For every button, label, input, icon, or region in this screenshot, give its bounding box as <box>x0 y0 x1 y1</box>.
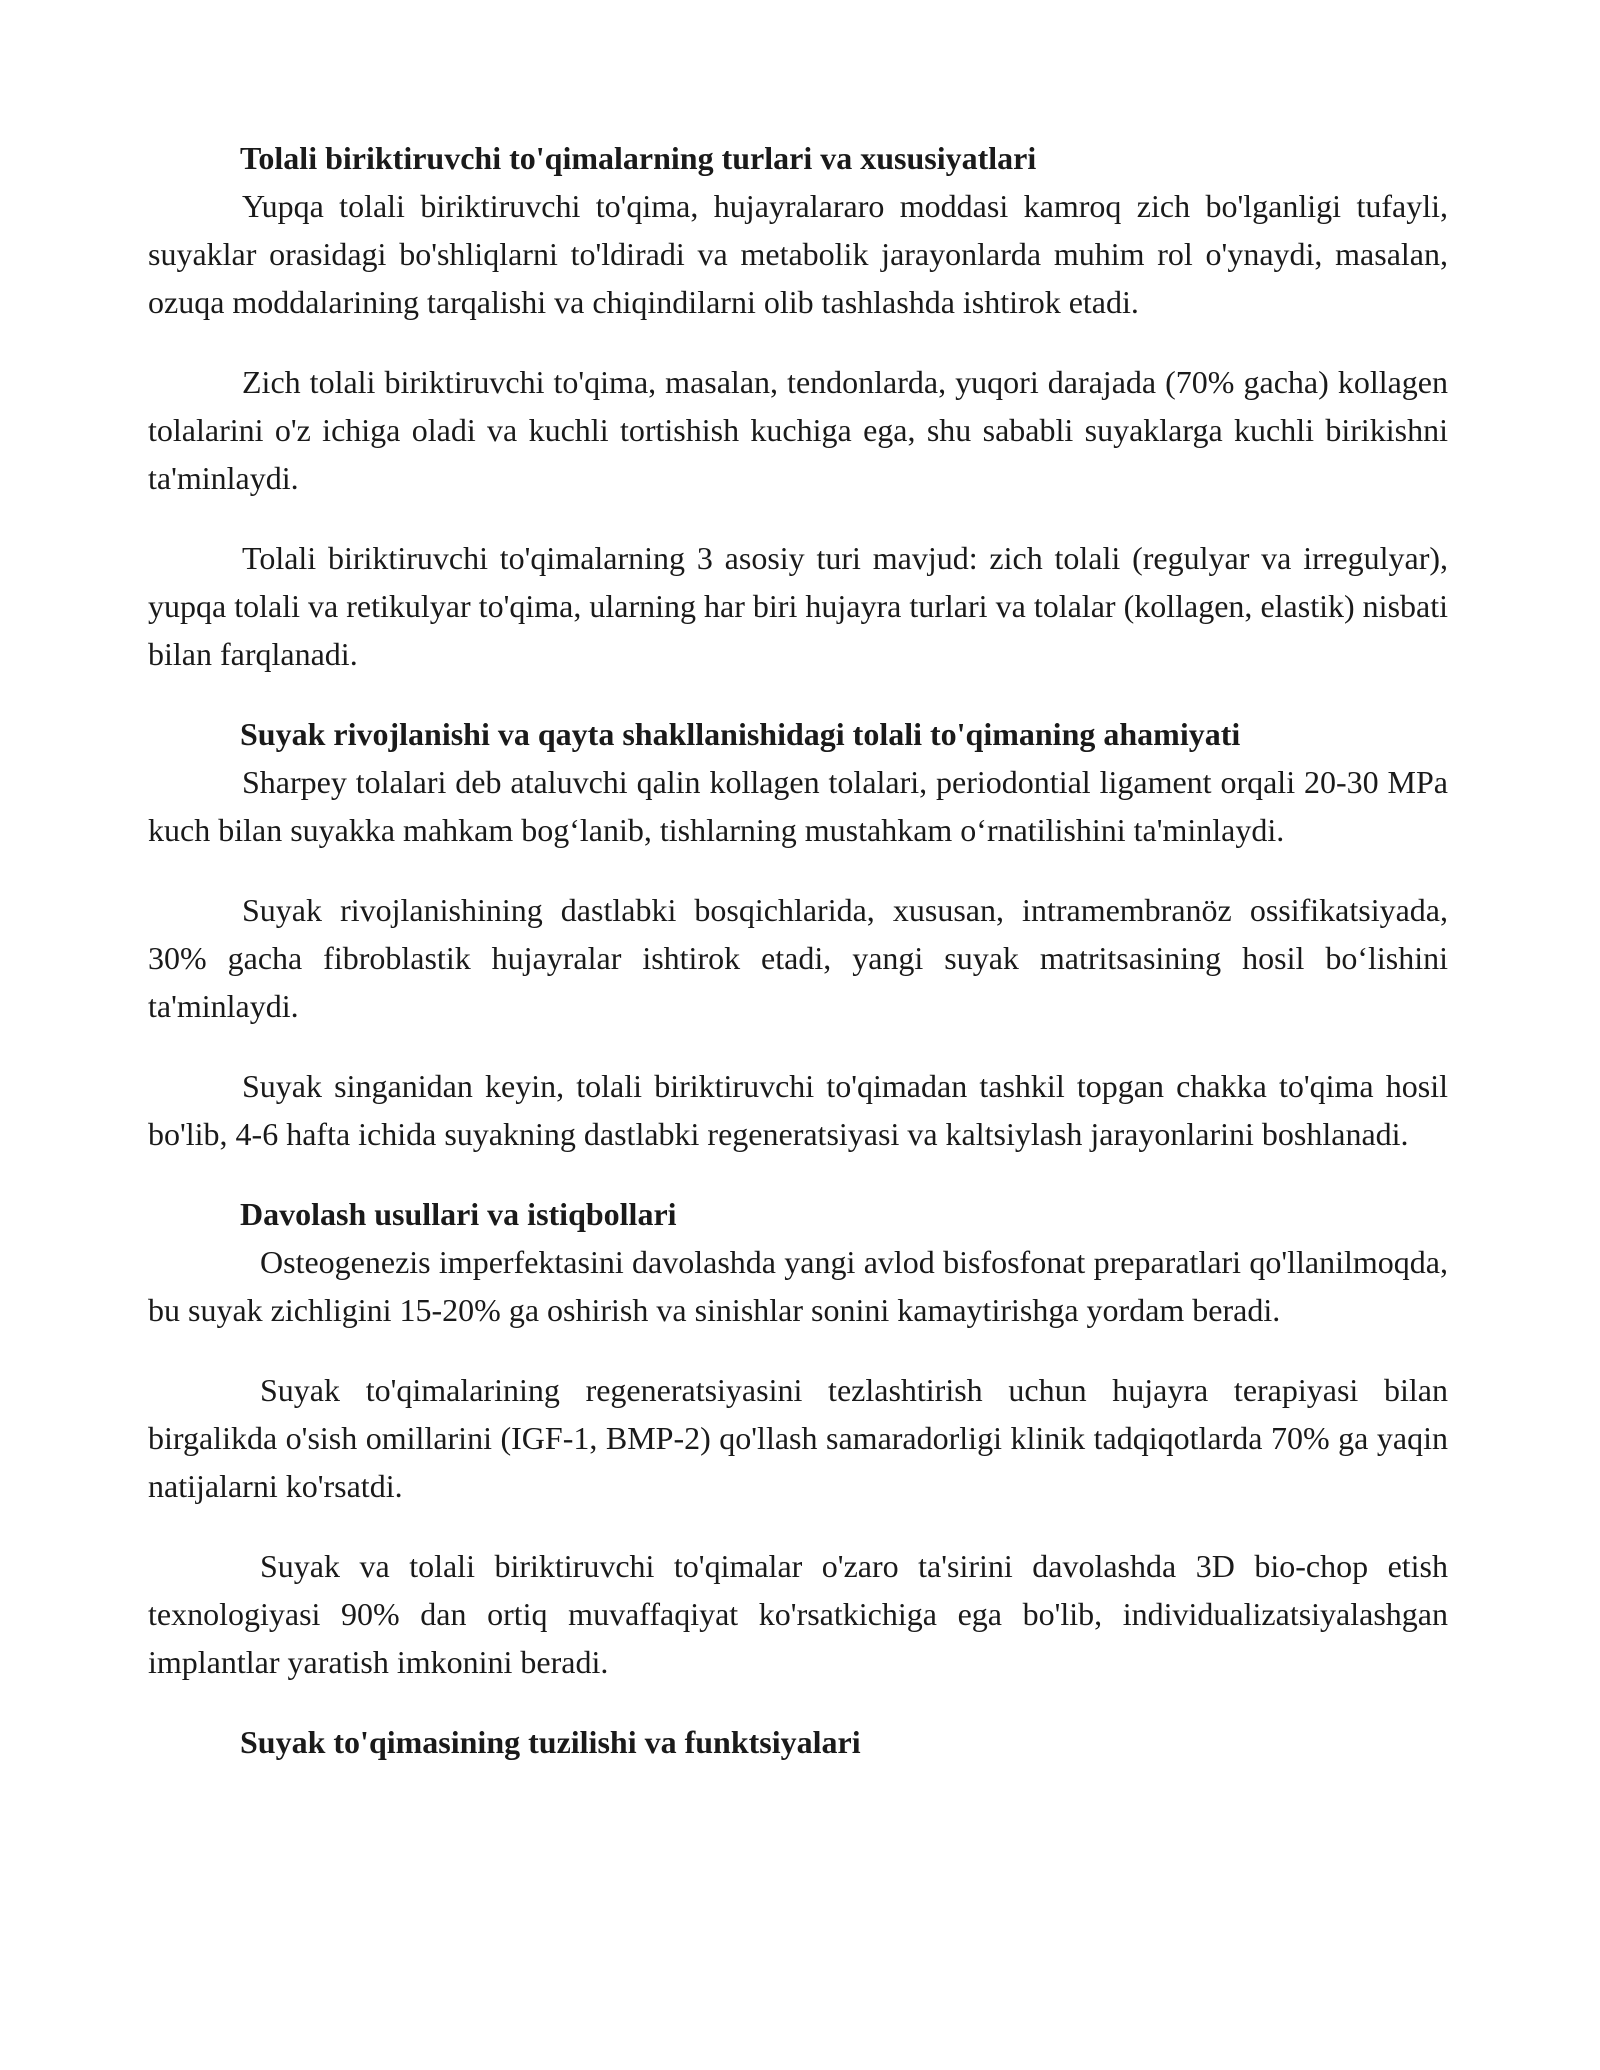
paragraph: Suyak rivojlanishining dastlabki bosqichlarida, xususan, intramembranöz ossifikatsiyada, 30% gacha fibroblastik hujayralar ishtirok etadi, yangi suyak matritsasining hosil bo‘lishini ta'minlaydi. <box>148 892 1448 1024</box>
paragraph: Tolali biriktiruvchi to'qimalarning 3 asosiy turi mavjud: zich tolali (regulyar va irregulyar), yupqa tolali va retikulyar to'qima, ularning har biri hujayra turlari va tolalar (kollagen, elastik) nisbati bilan farqlanadi. <box>148 540 1448 672</box>
paragraph: Suyak to'qimalarining regeneratsiyasini tezlashtirish uchun hujayra terapiyasi bilan birgalikda o'sish omillarini (IGF-1, BMP-2) qo'llash samaradorligi klinik tadqiqotlarda 70% ga yaqin natijalarni ko'rsatdi. <box>148 1372 1448 1504</box>
paragraph: Zich tolali biriktiruvchi to'qima, masalan, tendonlarda, yuqori darajada (70% gacha) kollagen tolalarini o'z ichiga oladi va kuchli tortishish kuchiga ega, shu sababli suyaklarga kuchli birikishni ta'minlaydi. <box>148 364 1448 496</box>
paragraph: Yupqa tolali biriktiruvchi to'qima, hujayralararo moddasi kamroq zich bo'lganligi tufayli, suyaklar orasidagi bo'shliqlarni to'ldiradi va metabolik jarayonlarda muhim rol o'ynaydi, masalan, ozuqa moddalarining tarqalishi va chiqindilarni olib tashlashda ishtirok etadi. <box>148 188 1448 320</box>
paragraph: Suyak va tolali biriktiruvchi to'qimalar o'zaro ta'sirini davolashda 3D bio-chop etish texnologiyasi 90% dan ortiq muvaffaqiyat ko'rsatkichiga ega bo'lib, individualizatsiyalashgan implantlar yaratish imkonini beradi. <box>148 1548 1448 1680</box>
section-heading: Suyak to'qimasining tuzilishi va funktsiyalari <box>240 1724 861 1760</box>
paragraph: Sharpey tolalari deb ataluvchi qalin kollagen tolalari, periodontial ligament orqali 20-30 MPa kuch bilan suyakka mahkam bog‘lanib, tishlarning mustahkam o‘rnatilishini ta'minlaydi. <box>148 764 1448 848</box>
section-heading: Davolash usullari va istiqbollari <box>240 1196 677 1232</box>
paragraph: Suyak singanidan keyin, tolali biriktiruvchi to'qimadan tashkil topgan chakka to'qima hosil bo'lib, 4-6 hafta ichida suyakning dastlabki regeneratsiyasi va kaltsiylash jarayonlarini boshlanadi. <box>148 1068 1448 1152</box>
section-heading: Suyak rivojlanishi va qayta shakllanishidagi tolali to'qimaning ahamiyati <box>240 716 1241 752</box>
paragraph: Osteogenezis imperfektasini davolashda yangi avlod bisfosfonat preparatlari qo'llanilmoqda, bu suyak zichligini 15-20% ga oshirish va sinishlar sonini kamaytirishga yordam beradi. <box>148 1244 1448 1328</box>
section-heading: Tolali biriktiruvchi to'qimalarning turlari va xususiyatlari <box>240 140 1037 176</box>
document-body <box>148 134 1448 1766</box>
